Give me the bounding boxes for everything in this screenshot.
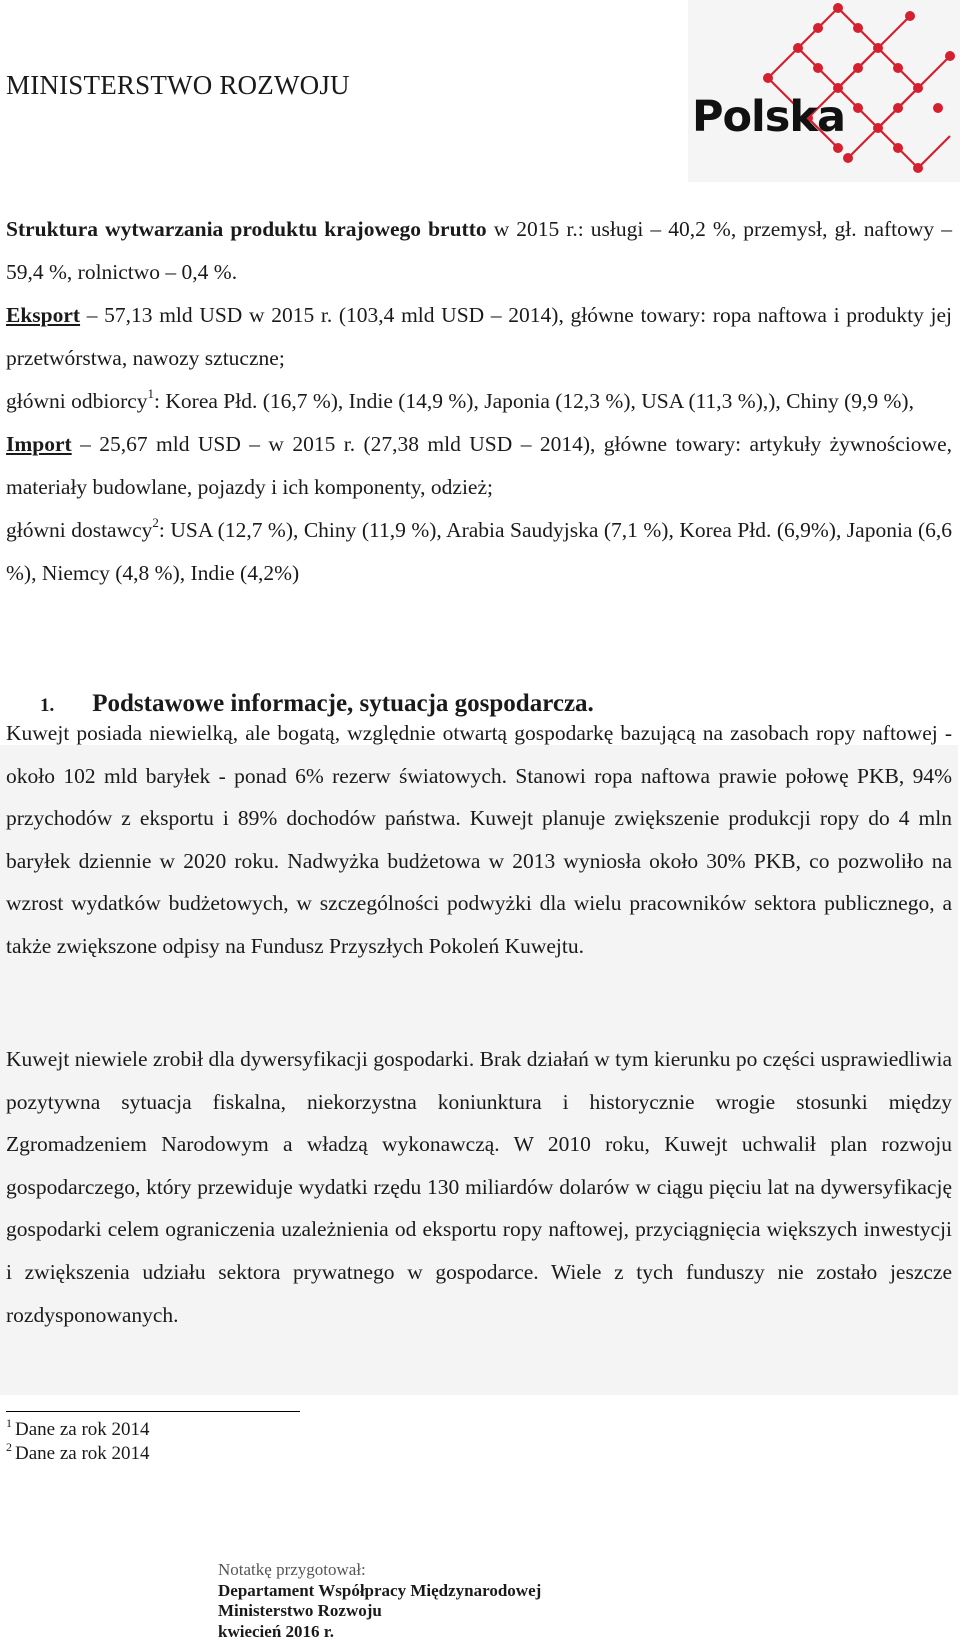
footnote-1 bbox=[6, 1418, 150, 1442]
polska-logo-text: Polska bbox=[692, 92, 845, 142]
ministry-title: MINISTERSTWO ROZWOJU bbox=[6, 70, 350, 101]
footnote-2 bbox=[6, 1442, 150, 1466]
export-text: – 57,13 mld USD w 2015 r. (103,4 mld USD – 2014), główne towary: ropa naftowa i produkty jej przetwórstwa, nawozy sztuczne; bbox=[6, 303, 952, 370]
paragraph-economy: Kuwejt posiada niewielką, ale bogatą, względnie otwartą gospodarkę bazującą na zasobach ropy naftowej - około 102 mld baryłek - ponad 6% rezerw światowych. Stanowi ropa naftowa prawie połowę PKB, 94% przychodów z eksportu i 89% dochodów państwa. Kuwejt planuje zwiększenie produkcji ropy do 4 mln baryłek dziennie w 2020 roku. Nadwyżka budżetowa w 2013 wyniosła około 30% PKB, co pozwoliło na wzrost wydatków budżetowych, w szczególności podwyżki dla wielu pracowników sektora publicznego, a także zwiększone odpisy na Fundusz Przyszłych Pokoleń Kuwejtu. bbox=[6, 712, 952, 968]
suppliers-text: : USA (12,7 %), Chiny (11,9 %), Arabia Saudyjska (7,1 %), Korea Płd. (6,9%), Japonia (6,6 %), Niemcy (4,8 %), Indie (4,2%) bbox=[6, 518, 952, 585]
import-info bbox=[6, 423, 952, 509]
prepared-by-label: Notatkę przygotował: bbox=[218, 1560, 541, 1581]
export-buyers bbox=[6, 380, 952, 423]
import-label: Import bbox=[6, 432, 72, 456]
prepared-by-date: kwiecień 2016 r. bbox=[218, 1622, 541, 1642]
footnote-text: Dane za rok 2014 bbox=[15, 1419, 150, 1440]
paragraph-diversification: Kuwejt niewiele zrobił dla dywersyfikacji gospodarki. Brak działań w tym kierunku po części usprawiedliwia pozytywna sytuacja fiskalna, niekorzystna koniunktura i historycznie wrogie stosunki między Zgromadzeniem Narodowym a władzą wykonawczą. W 2010 roku, Kuwejt uchwalił plan rozwoju gospodarczego, który przewiduje wydatki rzędu 130 miliardów dolarów w ciągu pięciu lat na dywersyfikację gospodarki celem ograniczenia uzależnienia od eksportu ropy naftowej, przyciągnięcia większych inwestycji i zwiększenia udziału sektora prywatnego w gospodarce. Wiele z tych funduszy nie zostało jeszcze rozdysponowanych. bbox=[6, 1038, 952, 1336]
prepared-by-ministry: Ministerstwo Rozwoju bbox=[218, 1601, 541, 1622]
buyers-prefix: główni odbiorcy bbox=[6, 389, 148, 413]
prepared-by bbox=[218, 1560, 541, 1642]
gdp-text: w 2015 r.: usługi – 40,2 %, przemysł, gł. naftowy – 59,4 %, rolnictwo – 0,4 %. bbox=[6, 217, 952, 284]
polska-logo-pattern-icon bbox=[688, 0, 960, 182]
gdp-label: Struktura wytwarzania produktu krajowego brutto bbox=[6, 217, 487, 241]
buyers-text: : Korea Płd. (16,7 %), Indie (14,9 %), Japonia (12,3 %), USA (11,3 %),), Chiny (9,9 %), bbox=[154, 389, 914, 413]
import-text: – 25,67 mld USD – w 2015 r. (27,38 mld USD – 2014), główne towary: artykuły żywnościowe, materiały budowlane, pojazdy i ich komponenty, odzież; bbox=[6, 432, 952, 499]
gdp-structure bbox=[6, 208, 952, 294]
footnotes bbox=[6, 1418, 150, 1466]
section-number: 1. bbox=[40, 695, 54, 716]
polska-logo bbox=[688, 0, 960, 182]
country-summary bbox=[6, 208, 952, 595]
section-title: Podstawowe informacje, sytuacja gospodarcza. bbox=[92, 690, 594, 717]
export-label: Eksport bbox=[6, 303, 80, 327]
footnote-divider bbox=[6, 1411, 300, 1412]
import-suppliers bbox=[6, 509, 952, 595]
footnote-text: Dane za rok 2014 bbox=[15, 1443, 150, 1464]
footnote-number: 2 bbox=[6, 1440, 12, 1454]
export-info bbox=[6, 294, 952, 380]
footnote-ref-1: 1 bbox=[148, 386, 155, 401]
footnote-number: 1 bbox=[6, 1416, 12, 1430]
prepared-by-department: Departament Współpracy Międzynarodowej bbox=[218, 1581, 541, 1602]
footnote-ref-2: 2 bbox=[152, 515, 159, 530]
suppliers-prefix: główni dostawcy bbox=[6, 518, 152, 542]
